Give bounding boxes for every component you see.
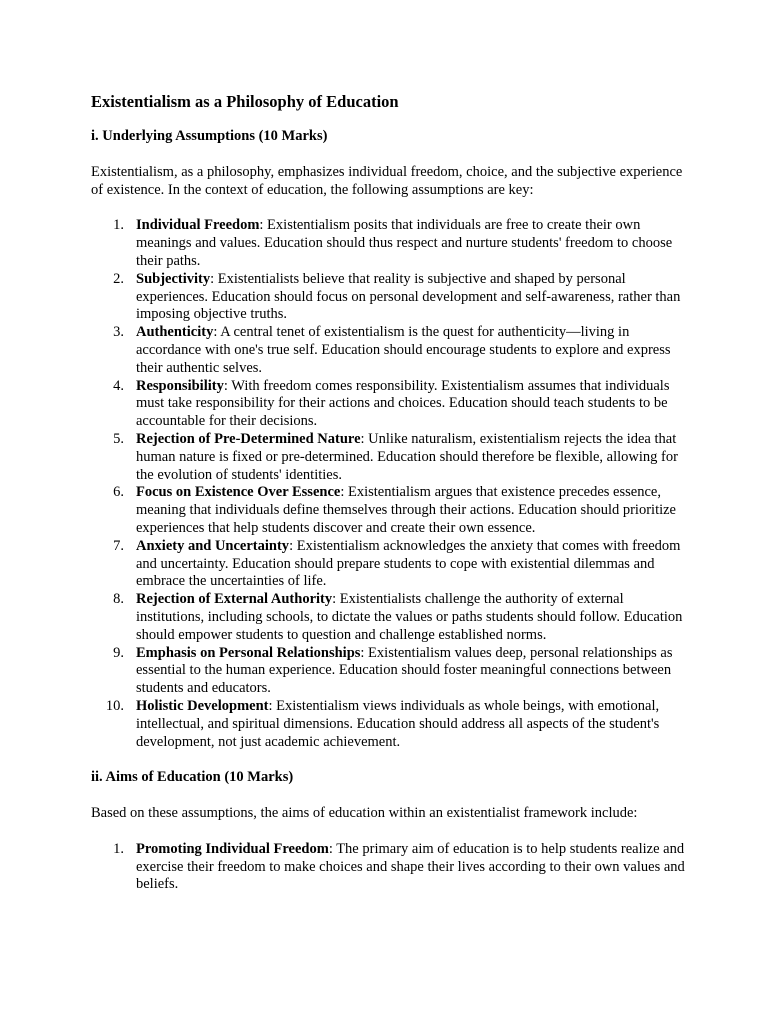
list-item [91,841,691,894]
document-title: Existentialism as a Philosophy of Education [91,92,399,111]
section-intro-aims: Based on these assumptions, the aims of education within an existentialist framework include: [91,805,638,822]
list-item-number: 5. [113,430,124,447]
section-intro-assumptions: Existentialism, as a philosophy, emphasizes individual freedom, choice, and the subjective experience of existence. In the context of education, the following assumptions are key: [91,163,683,198]
list-item [91,591,691,644]
list-item-text: : Existentialism acknowledges the anxiety that comes with freedom and uncertainty. Education should prepare students to cope with existential dilemmas and embrace the uncertainties of life. [136,537,681,590]
list-item-term: Promoting Individual Freedom [136,840,329,857]
list-item [91,484,691,537]
list-item [91,645,691,698]
list-item-term: Responsibility [136,377,224,394]
assumptions-list [91,217,691,751]
list-item-number: 1. [113,840,124,857]
list-item-text: : Existentialism argues that existence precedes essence, meaning that individuals define themselves through their actions. Education should prioritize experiences that help students discover and create their own essence. [136,484,676,536]
list-item-number: 2. [113,270,124,287]
section-heading-aims: ii. Aims of Education (10 Marks) [91,769,294,786]
list-item [91,324,691,377]
list-item [91,698,691,751]
aims-list [91,841,691,894]
list-item [91,431,691,484]
list-item-text: : Existentialism values deep, personal relationships as essential to the human experience. Education should foster meaningful connections between students and educators. [136,644,673,697]
list-item-number: 3. [113,324,124,341]
list-item-term: Emphasis on Personal Relationships [136,644,361,661]
list-item-text: : With freedom comes responsibility. Existentialism assumes that individuals must take responsibility for their actions and choices. Education should teach students to be accountable for their decisions. [136,377,670,430]
section-heading-assumptions: i. Underlying Assumptions (10 Marks) [91,128,328,144]
list-item-text: : Existentialists challenge the authority of external institutions, including schools, to dictate the values or paths students should follow. Education should empower students to question and challenge established norms. [136,591,683,643]
list-item-term: Anxiety and Uncertainty [136,537,290,554]
list-item-term: Rejection of External Authority [136,591,333,608]
list-item-number: 7. [113,537,124,554]
list-item [91,271,691,324]
list-item-term: Rejection of Pre-Determined Nature [136,430,361,447]
list-item-term: Authenticity [136,324,214,341]
list-item [91,538,691,591]
list-item-text: : Existentialists believe that reality is subjective and shaped by personal experiences. Education should focus on personal development and self-awareness, rather than imposing objective truths. [136,270,681,323]
list-item-number: 4. [113,377,124,394]
list-item-term: Individual Freedom [136,217,260,234]
list-item-number: 10. [105,697,124,714]
list-item-text: : Unlike naturalism, existentialism rejects the idea that human nature is fixed or pre-determined. Education should therefore be flexible, allowing for the evolution of students' identities. [136,430,678,483]
list-item-text: : Existentialism posits that individuals are free to create their own meanings and values. Education should thus respect and nurture students' freedom to choose their paths. [136,217,673,269]
list-item-number: 9. [113,644,124,661]
list-item-number: 6. [113,484,124,501]
list-item-number: 8. [113,591,124,608]
list-item [91,378,691,431]
list-item-term: Holistic Development [136,697,269,714]
document-page [91,92,691,912]
list-item-text: : Existentialism views individuals as whole beings, with emotional, intellectual, and spiritual dimensions. Education should address all aspects of the student's development, not just academic achievement. [136,697,660,750]
list-item-text: : A central tenet of existentialism is the quest for authenticity—living in accordance with one's true self. Education should encourage students to explore and express their authentic selves. [136,324,671,376]
list-item-term: Focus on Existence Over Essence [136,484,341,501]
list-item-term: Subjectivity [136,270,211,287]
list-item-number: 1. [113,217,124,234]
list-item-text: : The primary aim of education is to help students realize and exercise their freedom to make choices and shape their lives according to their own values and beliefs. [136,840,685,893]
list-item [91,217,691,270]
